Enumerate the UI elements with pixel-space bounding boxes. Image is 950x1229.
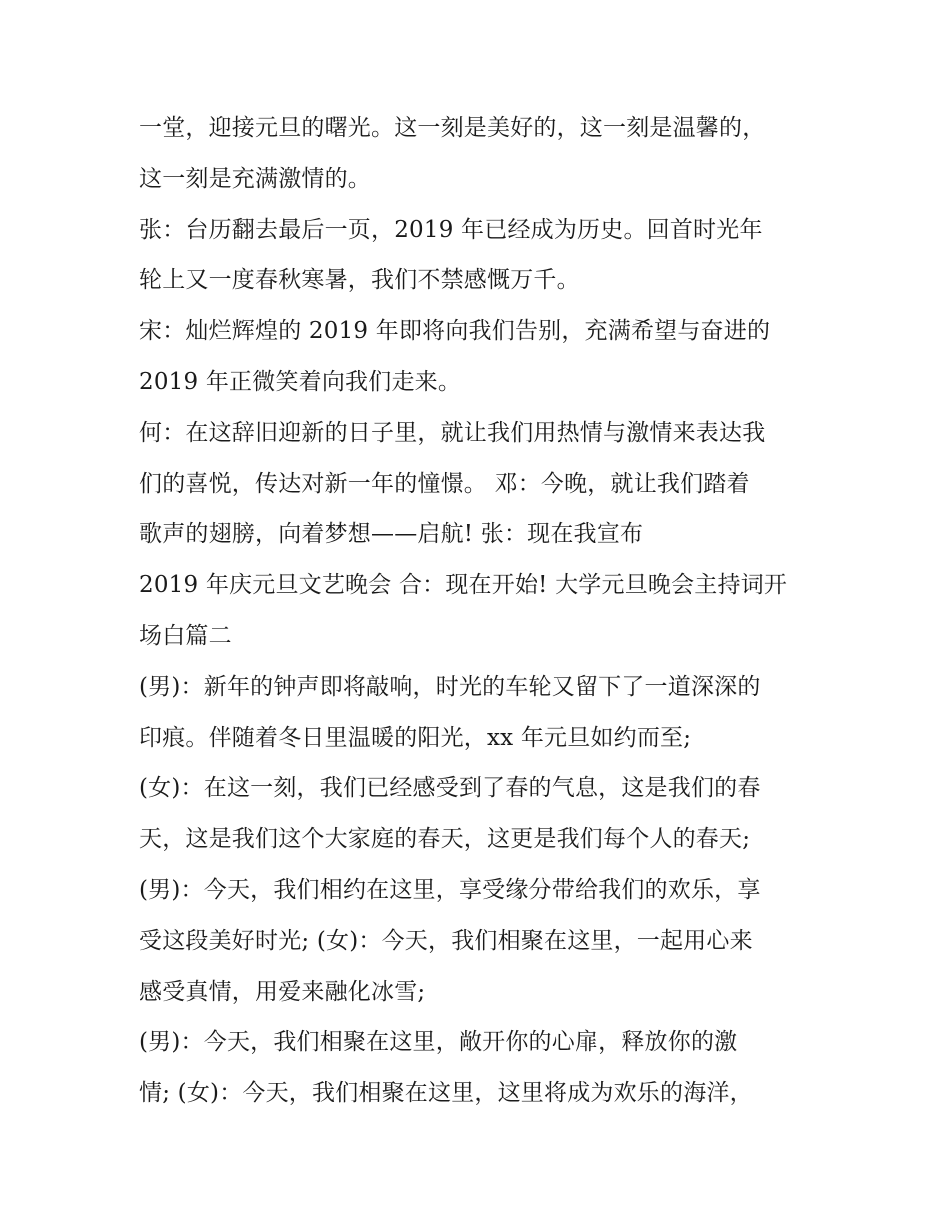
text-line: 们的喜悦，传达对新一年的憧憬。 邓：今晚，就让我们踏着 [139,470,750,497]
text-line: 天，这是我们这个大家庭的春天，这更是我们每个人的春天; [139,826,751,853]
text-line: 轮上又一度春秋寒暑，我们不禁感慨万千。 [139,267,580,294]
text-line: 情; (女)：今天，我们相聚在这里，这里将成为欢乐的海洋， [139,1080,753,1107]
text-line: 受这段美好时光; (女)：今天，我们相聚在这里，一起用心来 [139,927,753,954]
text-line: 歌声的翅膀，向着梦想——启航! 张：现在我宣布 [139,521,644,548]
text-line: (男)：今天，我们相聚在这里，敞开你的心扉，释放你的激 [139,1029,738,1056]
text-line: 这一刻是充满激情的。 [139,165,371,192]
body-text [139,103,829,1119]
text-line: (女)：在这一刻，我们已经感受到了春的气息，这是我们的春 [139,775,761,802]
text-line: (男)：今天，我们相约在这里，享受缘分带给我们的欢乐，享 [139,876,761,903]
text-line: 感受真情，用爱来融化冰雪; [139,978,426,1005]
text-line: 张：台历翻去最后一页，2019 年已经成为历史。回首时光年 [139,216,763,243]
text-line: 一堂，迎接元旦的曙光。这一刻是美好的，这一刻是温馨的， [139,115,766,141]
text-line: (男)：新年的钟声即将敲响，时光的车轮又留下了一道深深的 [139,673,761,700]
text-line: 场白篇二 [139,622,232,649]
text-line: 2019 年正微笑着向我们走来。 [139,368,462,395]
text-line: 印痕。伴随着冬日里温暖的阳光，xx 年元旦如约而至; [139,724,692,751]
text-line: 2019 年庆元旦文艺晚会 合：现在开始! 大学元旦晚会主持词开 [139,572,788,599]
text-line: 何：在这辞旧迎新的日子里，就让我们用热情与激情来表达我 [139,419,766,446]
text-line: 宋：灿烂辉煌的 2019 年即将向我们告别，充满希望与奋进的 [139,318,771,345]
